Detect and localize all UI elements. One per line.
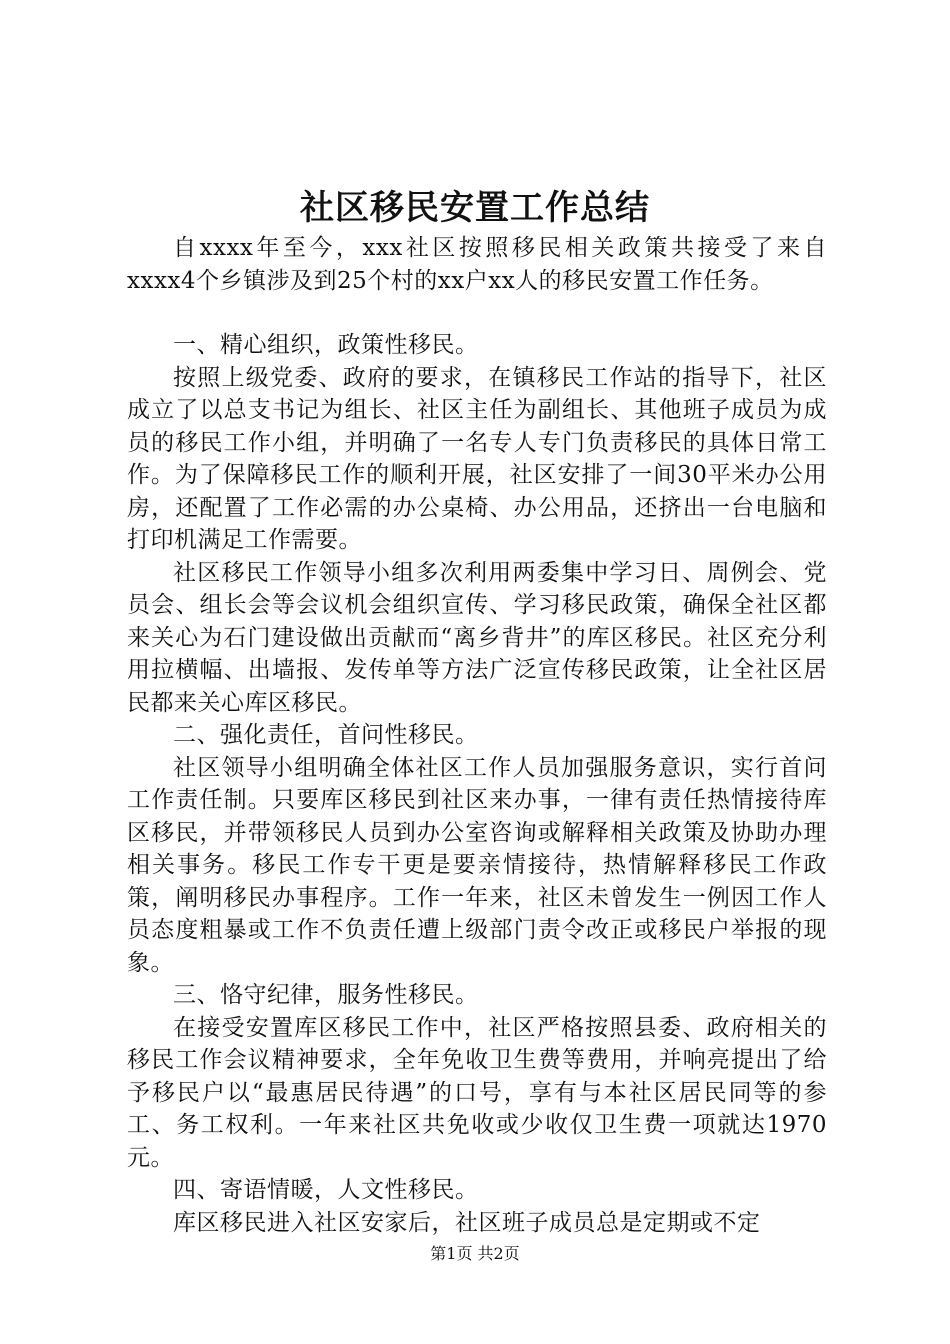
document-title: 社区移民安置工作总结	[300, 188, 650, 228]
intro-paragraph: 自xxxx年至今，xxx社区按照移民相关政策共接受了来自xxxx4个乡镇涉及到25个村的xx户xx人的移民安置工作任务。	[127, 235, 827, 294]
section-3-paragraph: 在接受安置库区移民工作中，社区严格按照县委、政府相关的移民工作会议精神要求，全年免收卫生费等费用，并响亮提出了给予移民户以“最惠居民待遇”的口号，享有与本社区居民同等的参工、务工权利。一年来社区共免收或少收仅卫生费一项就达1970元。	[127, 1014, 827, 1171]
section-heading-3: 三、恪守纪律，服务性移民。	[173, 982, 479, 1008]
section-heading-1: 一、精心组织，政策性移民。	[173, 332, 479, 358]
section-1-paragraph-2: 社区移民工作领导小组多次利用两委集中学习日、周例会、党员会、组长会等会议机会组织宣传、学习移民政策，确保全社区都来关心为石门建设做出贡献而“离乡背井”的库区移民。社区充分利用拉横幅、出墙报、发传单等方法广泛宣传移民政策，让全社区居民都来关心库区移民。	[127, 559, 827, 716]
section-1-paragraph-1: 按照上级党委、政府的要求，在镇移民工作站的指导下，社区成立了以总支书记为组长、社区主任为副组长、其他班子成员为成员的移民工作小组，并明确了一名专人专门负责移民的具体日常工作。为了保障移民工作的顺利开展，社区安排了一间30平米办公用房，还配置了工作必需的办公桌椅、办公用品，还挤出一台电脑和打印机满足工作需要。	[127, 364, 827, 553]
section-heading-2: 二、强化责任，首问性移民。	[173, 722, 479, 748]
section-4-paragraph: 库区移民进入社区安家后，社区班子成员总是定期或不定	[173, 1209, 761, 1236]
page-number-footer: 第1页 共2页	[430, 1244, 520, 1263]
section-heading-4: 四、寄语情暖，人文性移民。	[173, 1177, 479, 1203]
document-body	[127, 232, 827, 1239]
section-2-paragraph: 社区领导小组明确全体社区工作人员加强服务意识，实行首问工作责任制。只要库区移民到社区来办事，一律有责任热情接待库区移民，并带领移民人员到办公室咨询或解释相关政策及协助办理相关事务。移民工作专干更是要亲情接待，热情解释移民工作政策，阐明移民办事程序。工作一年来，社区未曾发生一例因工作人员态度粗暴或工作不负责任遭上级部门责令改正或移民户举报的现象。	[127, 754, 827, 976]
